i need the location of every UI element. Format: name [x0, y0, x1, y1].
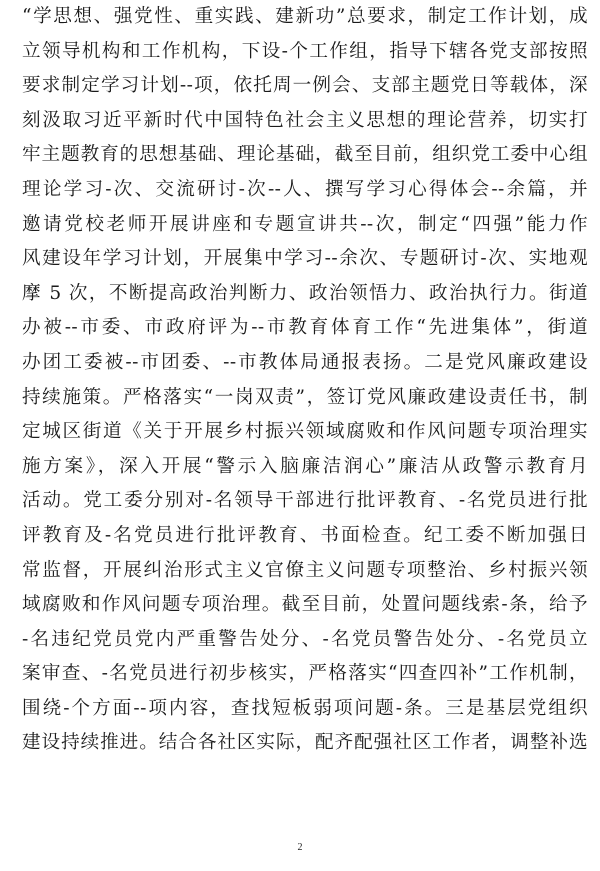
text-line: 常监督，开展纠治形式主义官僚主义问题专项整治、乡村振兴领 — [22, 559, 588, 581]
body-text — [22, 0, 588, 761]
text-line: 邀请党校老师开展讲座和专题宣讲共--次，制定“四强”能力作 — [22, 213, 588, 235]
text-line: 定城区街道《关于开展乡村振兴领域腐败和作风问题专项治理实 — [22, 421, 588, 443]
text-line: 要求制定学习计划--项，依托周一例会、支部主题党日等载体，深 — [22, 75, 588, 97]
text-line: 办团工委被--市团委、--市教体局通报表扬。二是党风廉政建设 — [22, 351, 588, 373]
text-line: 评教育及-名党员进行批评教育、书面检查。纪工委不断加强日 — [22, 524, 588, 546]
text-line: 围绕-个方面--项内容，查找短板弱项问题-条。三是基层党组织 — [22, 697, 588, 719]
page-number: 2 — [297, 842, 303, 853]
text-line: 风建设年学习计划，开展集中学习--余次、专题研讨-次、实地观 — [22, 248, 588, 270]
text-line: 理论学习-次、交流研讨-次--人、撰写学习心得体会--余篇，并 — [22, 178, 588, 200]
text-line: 施方案》，深入开展“警示入脑廉洁润心”廉洁从政警示教育月 — [22, 455, 588, 477]
text-line: “学思想、强党性、重实践、建新功”总要求，制定工作计划，成 — [22, 6, 588, 27]
text-line: 持续施策。严格落实“一岗双责”，签订党风廉政建设责任书，制 — [22, 386, 588, 408]
text-line: 立领导机构和工作机构，下设-个工作组，指导下辖各党支部按照 — [22, 40, 588, 62]
text-line: 办被--市委、市政府评为--市教育体育工作“先进集体”，街道 — [22, 317, 588, 339]
text-line: 牢主题教育的思想基础、理论基础，截至目前，组织党工委中心组 — [22, 144, 588, 166]
text-line: 摩 5 次，不断提高政治判断力、政治领悟力、政治执行力。街道 — [22, 282, 588, 304]
text-line: -名违纪党员党内严重警告处分、-名党员警告处分、-名党员立 — [22, 628, 588, 650]
text-line: 建设持续推进。结合各社区实际，配齐配强社区工作者，调整补选 — [22, 732, 588, 754]
text-line: 活动。党工委分别对-名领导干部进行批评教育、-名党员进行批 — [22, 490, 588, 512]
text-line: 域腐败和作风问题专项治理。截至目前，处置问题线索-条，给予 — [22, 594, 588, 616]
text-line: 刻汲取习近平新时代中国特色社会主义思想的理论营养，切实打 — [22, 109, 588, 131]
text-line: 案审查、-名党员进行初步核实，严格落实“四查四补”工作机制， — [22, 663, 588, 685]
